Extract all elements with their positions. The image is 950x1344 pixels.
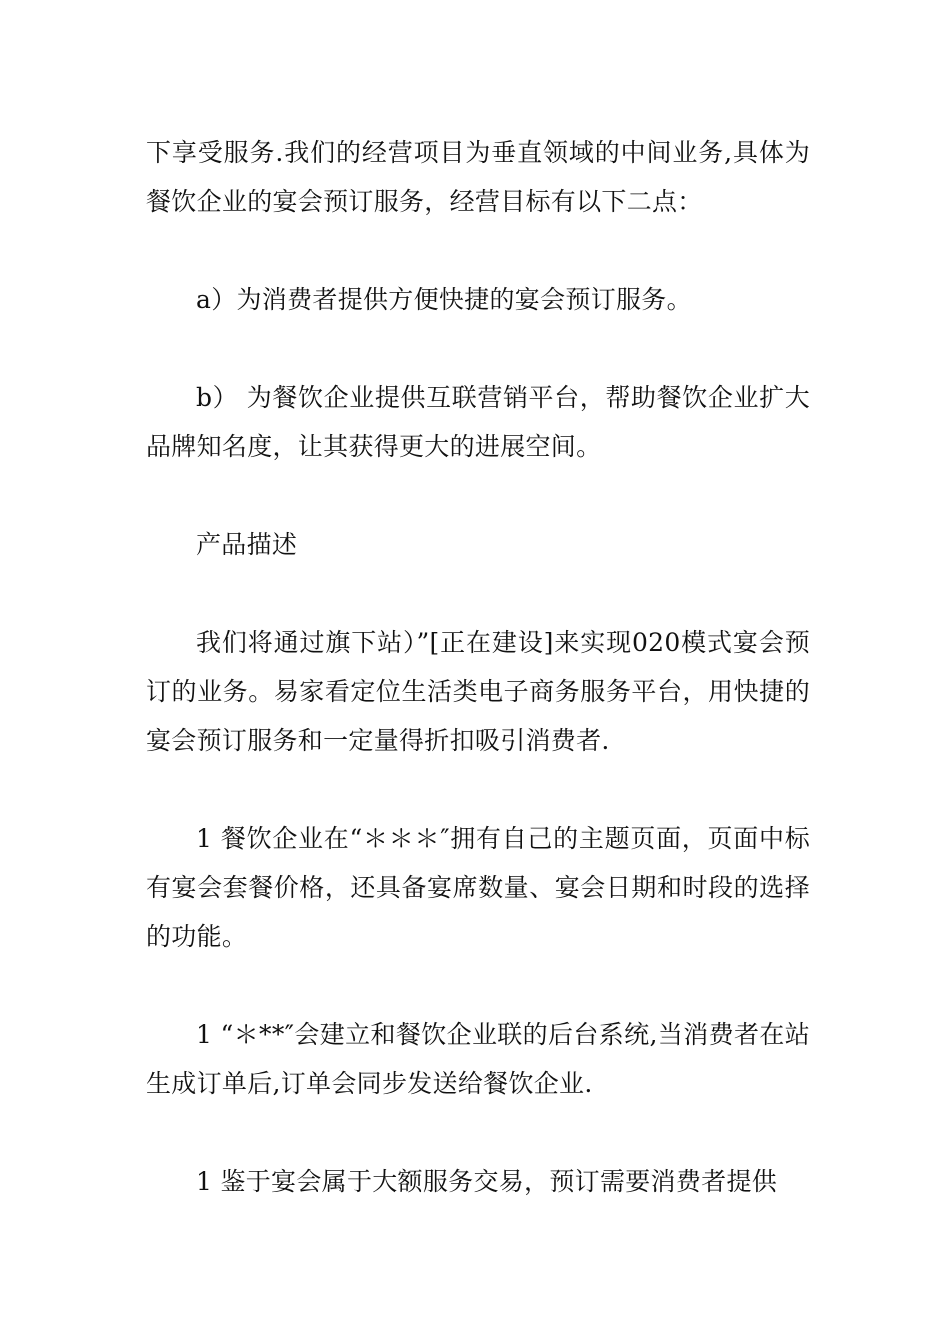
paragraph-product-overview: 我们将通过旗下站）”[正在建设]来实现020模式宴会预订的业务。易家看定位生活类电子商务服务平台，用快捷的宴会预订服务和一定量得折扣吸引消费者. (146, 628, 810, 755)
paragraph-intro-continuation: 下享受服务.我们的经营项目为垂直领域的中间业务,具体为餐饮企业的宴会预订服务，经营目标有以下二点： (146, 138, 810, 216)
paragraph-feature-backend-system: 1 “＊**″会建立和餐饮企业联的后台系统,当消费者在站生成订单后,订单会同步发送给餐饮企业. (146, 1020, 810, 1098)
paragraph-goal-a: a）为消费者提供方便快捷的宴会预订服务。 (196, 285, 692, 314)
document-body (146, 128, 810, 1255)
paragraph-goal-b: b） 为餐饮企业提供互联营销平台，帮助餐饮企业扩大品牌知名度，让其获得更大的进展空间。 (146, 383, 810, 461)
paragraph-feature-theme-page: 1 餐饮企业在“＊＊＊″拥有自己的主题页面，页面中标有宴会套餐价格，还具备宴席数量、宴会日期和时段的选择的功能。 (146, 824, 810, 951)
paragraph-feature-large-transaction: 1 鉴于宴会属于大额服务交易，预订需要消费者提供 (196, 1167, 778, 1196)
section-heading-product-description: 产品描述 (196, 530, 298, 559)
